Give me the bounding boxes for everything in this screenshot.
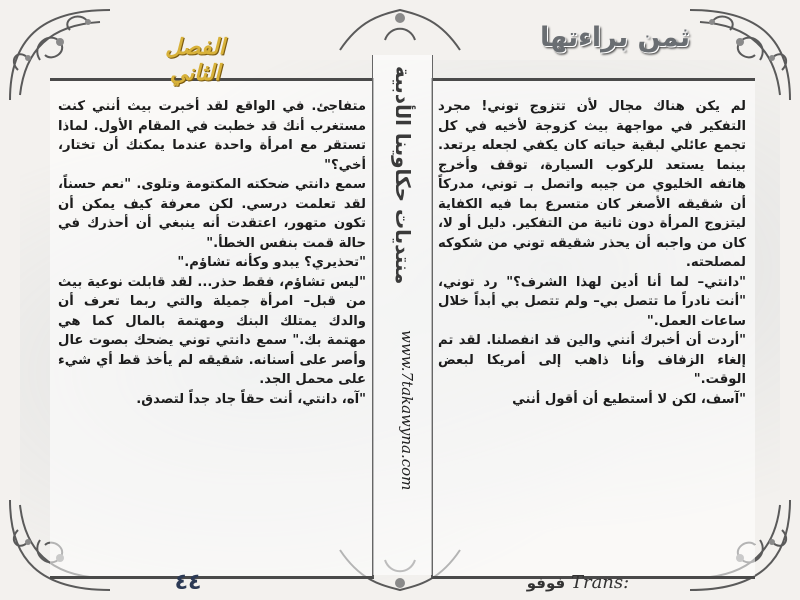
left-text-column [58, 97, 366, 409]
paragraph: "آسف، لكن لا أستطيع أن أقول أنني [512, 391, 746, 407]
right-text-column [438, 97, 746, 409]
paragraph: "ليس تشاؤم، فقط حذر... لقد قابلت نوعية بيث من قبل– امرأة جميلة والتي ربما تعرف أن والدك يمتلك البنك ومهتمة بالمال كما هي مهتمة بك." سمع دانتي توني يضحك بصوت عال وأصر على أسنانه. شقيقه لم يأخذ قط أي شيء على محمل الجد. [58, 274, 366, 387]
spine-ornament-top [330, 0, 470, 60]
translator-credit [508, 572, 648, 596]
paragraph: سمع دانتي ضحكته المكتومة وتلوى. "نعم حسناً، لقد تعلمت درسي. لكن معرفة كيف يمكن أن تكون متهور، اعتقدت أنه ينبغي أن أحذرك في حالة قمت بنفس الخطأ." [58, 177, 366, 251]
book-title: ثمن براءتها [539, 22, 691, 53]
paragraph: "تحذيري؟ يبدو وكأنه تشاؤم." [177, 255, 366, 270]
translator-name: فوفو [526, 574, 566, 592]
paragraph: متفاجئ. في الواقع لقد أخبرت بيث أنني كنت مستغرب أنك قد خطبت في المقام الأول. لماذا تستقر مع امرأة واحدة عندما يمكنك أن تختار، أخي؟" [58, 99, 366, 173]
paragraph: "دانتي– لما أنا أدين لهذا الشرف؟" رد توني، "أنت نادراً ما تتصل بي– ولم تتصل بي أبداً خلال ساعات العمل." [438, 274, 746, 329]
paragraph: لم يكن هناك مجال لأن تتزوج توني! مجرد التفكير في مواجهة بيث كزوجة لأخيه في كل تجمع عائلي لبقية حياته كان يكفي لجعله يرتعد. بينما يستعد للركوب السيارة، توقف وأخرج هاتفه الخليوي من جيبه واتصل بـ توني، مدركاً أن شقيقه الأصغر كان متسرع بما فيه الكفاية ليتزوج المرأة دون ثانية من التفكير. دليل أو لا، كان من واجبه أن يحذر شقيقه توني من شكوكه لمصلحته. [438, 99, 746, 270]
paragraph: "آه، دانتي، أنت حقاً جاد جداً لتصدق. [136, 391, 366, 407]
translator-label: Trans: [570, 572, 630, 593]
paragraph: "أردت أن أخبرك أنني والين قد انفصلنا. لقد تم إلغاء الزفاف وأنا ذاهب إلى أمريكا لبعض الوقت." [438, 333, 746, 387]
page-number: ٤٤ [174, 570, 202, 595]
forum-url[interactable]: www.7takawyna.com [398, 330, 416, 491]
forum-name: منتديات حكاوينا الأدبية [391, 66, 415, 285]
chapter-label: الفصل الثاني [165, 34, 225, 86]
